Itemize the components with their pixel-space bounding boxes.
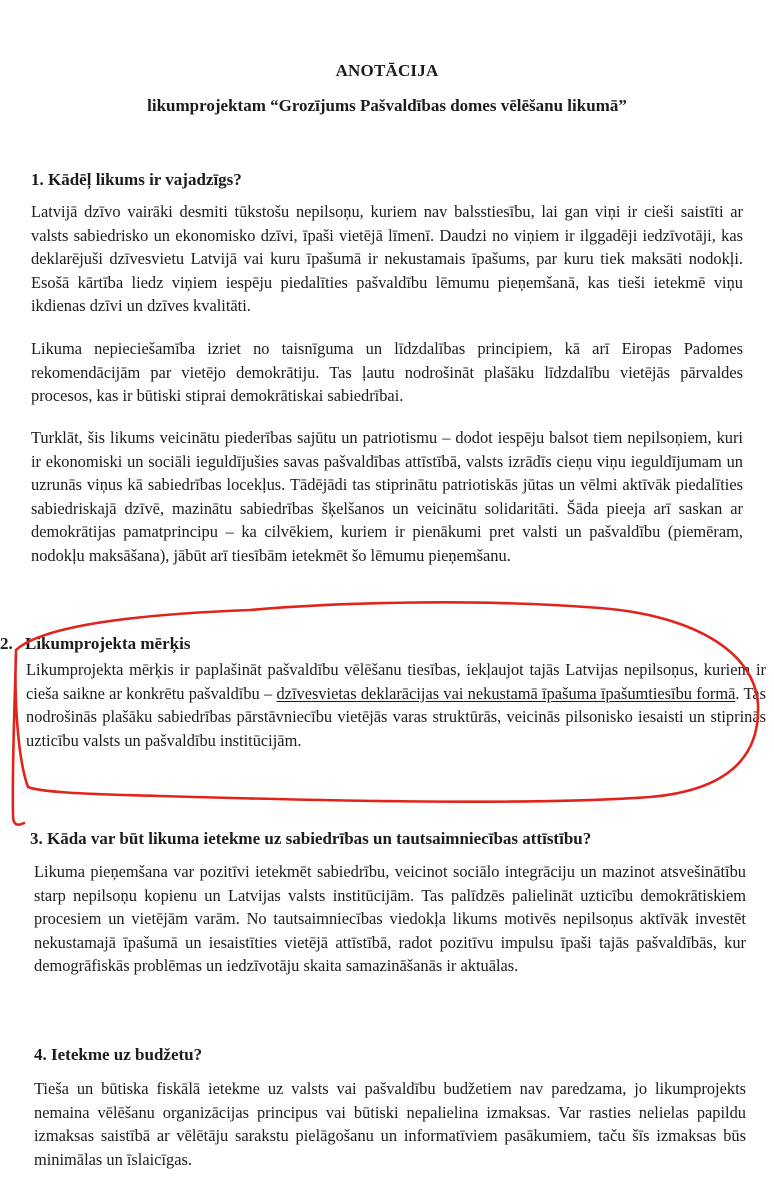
document-subtitle: likumprojektam “Grozījums Pašvaldības domes vēlēšanu likumā” xyxy=(147,96,627,115)
section-2-title: Likumprojekta mērķis xyxy=(25,634,191,653)
section-1-paragraph-1: Latvijā dzīvo vairāki desmiti tūkstošu nepilsoņu, kuriem nav balsstiesību, lai gan viņi ir cieši saistīti ar valsts sabiedrisko un ekonomisko dzīvi, īpaši vietējā līmenī. Daudzi no viņiem ir ilggadēji iedzīvotāji, kas deklarējuši dzīvesvietu Latvijā vai kuru īpašumā ir nekustamais īpašums, par kuru tiek maksāti nodokļi. Esošā kārtība liedz viņiem iespēju piedalīties pašvaldību lēmumu pieņemšanā, kas tieši ietekmē viņu ikdienas dzīvi un dzīves kvalitāti. xyxy=(31,202,743,316)
section-2-heading xyxy=(0,634,190,654)
section-1-heading: 1. Kādēļ likums ir vajadzīgs? xyxy=(31,170,242,189)
document-title: ANOTĀCIJA xyxy=(335,61,439,80)
section-2-number: 2. xyxy=(0,634,13,653)
section-2-paragraph xyxy=(26,658,766,752)
section-2-text-after: . Tas nodrošinās plašāku sabiedrības pārstāvniecību vietējās varas struktūrās, veicinās pilsonisko iesaisti un stiprinās uzticību valsts un pašvaldību institūcijām. xyxy=(26,683,767,750)
section-2-text-before: Likumprojekta mērķis ir paplašināt pašvaldību vēlēšanu tiesības, iekļaujot tajās Latvijas nepilsoņus, kuriem ir cieša saikne ar konkrētu pašvaldību – xyxy=(26,660,766,703)
section-3-paragraph: Likuma pieņemšana var pozitīvi ietekmēt sabiedrību, veicinot sociālo integrāciju un mazinot atsvešinātību starp nepilsoņu kopienu un Latvijas valsts institūcijām. Tas palīdzēs palielināt uzticību demokrātiskiem procesiem un vietējām varām. No tautsaimniecības viedokļa likums motivēs nepilsoņus aktīvāk investēt nekustamajā īpašumā un iesaistīties vietējā attīstībā, radot pozitīvu impulsu īpaši tajās pašvaldībās, kur demogrāfiskās problēmas un iedzīvotāju skaita samazināšanās ir aktuālas. xyxy=(34,862,746,976)
section-1-paragraph-2: Likuma nepieciešamība izriet no taisnīguma un līdzdalības principiem, kā arī Eiropas Padomes rekomendācijām par vietējo demokrātiju. Tas ļautu nodrošināt plašāku līdzdalību vietējās pārvaldes procesos, kas ir būtiski stiprai demokrātiskai sabiedrībai. xyxy=(31,339,743,406)
section-4-paragraph: Tieša un būtiska fiskālā ietekme uz valsts vai pašvaldību budžetiem nav paredzama, jo likumprojekts nemaina vēlēšanu organizācijas principus vai būtiski nepalielina izmaksas. Var rasties nelielas papildu izmaksas saistībā ar vēlētāju sarakstu pielāgošanu un informatīviem pasākumiem, taču šīs izmaksas būs minimālas un īslaicīgas. xyxy=(34,1079,746,1169)
section-1-paragraph-3: Turklāt, šis likums veicinātu piederības sajūtu un patriotismu – dodot iespēju balsot tiem nepilsoņiem, kuri ir ekonomiski un sociāli ieguldījušies savas pašvaldības attīstībā, valsts izrādīs cieņu viņu ieguldījumam un uzrunās viņus kā sabiedrības locekļus. Tādējādi tas stiprinātu patriotiskās jūtas un vēlmi aktīvāk piedalīties sabiedriskajā dzīvē, mazinātu sabiedrības šķelšanos un veicinātu solidaritāti. Šāda pieeja arī saskan ar demokrātijas pamatprincipu – ka cilvēkiem, kuriem ir pienākumi pret valsti un pašvaldību (piemēram, nodokļu maksāšana), jābūt arī tiesībām ietekmēt šo lēmumu pieņemšanu. xyxy=(31,428,743,565)
section-4-heading: 4. Ietekme uz budžetu? xyxy=(34,1045,203,1064)
section-2-underlined-text: dzīvesvietas deklarācijas vai nekustamā īpašuma īpašumtiesību formā xyxy=(276,683,736,703)
section-3-heading: 3. Kāda var būt likuma ietekme uz sabiedrības un tautsaimniecības attīstību? xyxy=(30,829,592,848)
